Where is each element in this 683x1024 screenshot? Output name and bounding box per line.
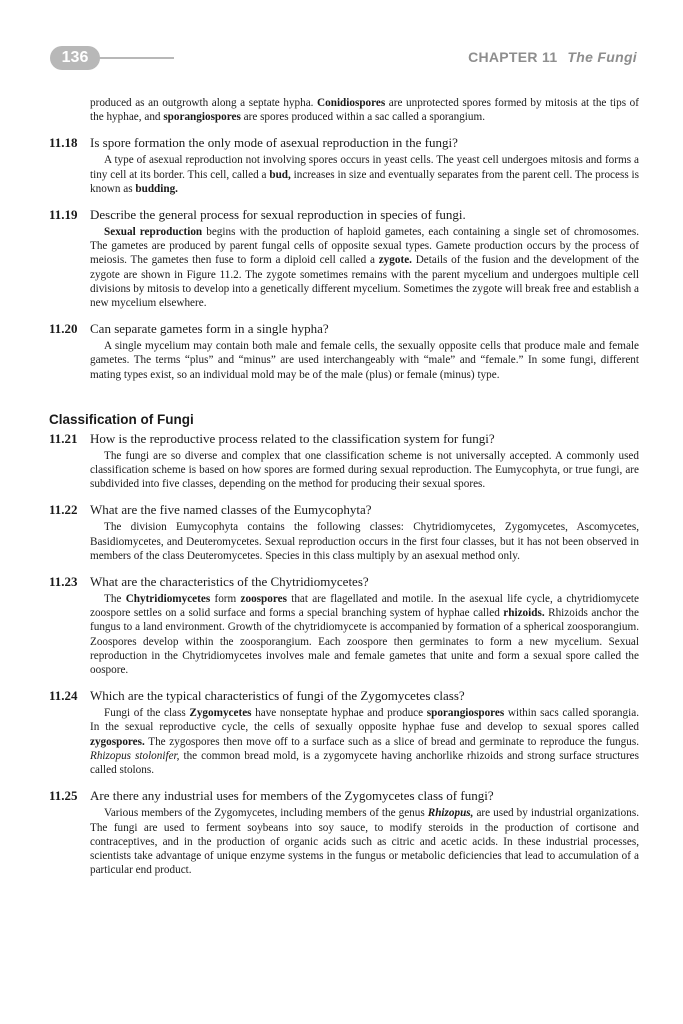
page-content (49, 96, 639, 877)
qa-11-23 (49, 574, 639, 677)
question (49, 788, 639, 804)
qa-11-20 (49, 321, 639, 382)
term-budding: budding. (135, 182, 178, 195)
genus-name: Rhizopus, (427, 807, 474, 820)
term-sporangiospores: sporangiospores (426, 707, 505, 720)
answer (90, 153, 639, 196)
question-text: How is the reproductive process related to the classification system for fungi? (90, 430, 495, 446)
question-text: What are the characteristics of the Chytridiomycetes? (90, 574, 369, 590)
qa-11-19 (49, 207, 639, 310)
term-zygomycetes: Zygomycetes (189, 707, 252, 720)
text-span: Fungi of the class (104, 707, 190, 720)
question-number: 11.23 (49, 574, 78, 590)
section-title: Classification of Fungi (49, 411, 194, 427)
term-zygote: zygote. (378, 254, 412, 267)
question-number: 11.21 (49, 430, 78, 446)
question-number: 11.24 (49, 688, 78, 704)
question (49, 207, 639, 223)
species-name: Rhizopus stolonifer, (90, 749, 180, 762)
question (49, 502, 639, 518)
text-span: are used by industrial organizations. The fungi are used to ferment soybeans into soy sauce, to modify steroids in the production of cortisone and contraceptives, and in the production of organic acids such as citric and acetic acids. In these industrial processes, scientists take advantage of unique enzyme systems in the fungus or metabolic deficiencies that lead to accumulation of a particular end product. (90, 807, 639, 877)
question-number: 11.19 (49, 207, 78, 223)
text-span: increases in size and eventually separates from the parent cell. The process is known as (90, 168, 639, 195)
text-span: are unprotected spores formed by mitosis at the tips of the hyphae, and (90, 97, 639, 124)
question-number: 11.22 (49, 502, 78, 518)
qa-11-24 (49, 688, 639, 777)
question (49, 135, 639, 151)
qa-11-22 (49, 502, 639, 563)
term-bud: bud, (269, 168, 291, 181)
text-span: The (104, 593, 126, 606)
qa-11-25 (49, 788, 639, 877)
question (49, 574, 639, 590)
page-header (0, 46, 683, 72)
question-number: 11.25 (49, 788, 78, 804)
text-span: are spores produced within a sac called a sporangium. (240, 111, 486, 124)
qa-11-18 (49, 135, 639, 196)
term-sexual-reproduction: Sexual reproduction (104, 226, 203, 239)
text-span: begins with the production of haploid gametes, each containing a single set of chromosomes. The gametes are produced by parent fungal cells of opposite sexual types. Gamete production occurs by the process of meiosis. The gametes then fuse to form a diploid cell called a (90, 226, 639, 267)
text-span: that are flagellated and motile. In the asexual life cycle, a chytridiomycete zoospore settles on a solid surface and forms a special branching system of hyphae called (90, 593, 640, 620)
answer (90, 806, 639, 877)
text-span: The zygospores then move off to a surface such as a slice of bread and germinate to reproduce the fungus. (144, 735, 639, 748)
text-span: form (210, 593, 241, 606)
text-span: Rhizoids anchor the fungus to a land environment. Growth of the chytridiomycete is accompanied by formation of a spherical zoosporangium. Zoospores develop within the zoosporangium. Each zoospore then germinates to form a new mycelium. Sexual reproduction in the Chytridiomycetes involves male and female gametes that unite and form a sexual spore called the oospore. (90, 607, 639, 677)
answer (90, 706, 639, 777)
text-span: Various members of the Zygomycetes, including members of the genus (104, 807, 428, 820)
text-span: have nonseptate hyphae and produce (251, 707, 427, 720)
chapter-label: CHAPTER 11 (468, 49, 558, 65)
question-number: 11.20 (49, 321, 78, 337)
intro-paragraph (90, 96, 639, 124)
question-number: 11.18 (49, 135, 78, 151)
page-number-badge: 136 (50, 46, 100, 70)
question-text: Can separate gametes form in a single hypha? (90, 321, 329, 337)
chapter-title: The Fungi (567, 49, 637, 65)
question-text: Are there any industrial uses for members of the Zygomycetes class of fungi? (90, 788, 494, 804)
text-span: Details of the fusion and the development of the zygote are shown in Figure 11.2. The zygote sometimes remains with the parent mycelium and undergoes multiple cell divisions by mitosis to develop into a genetically different mycelium. Sometimes the zygote will break free and establish a new mycelium elsewhere. (90, 254, 639, 310)
term-chytridiomycetes: Chytridiomycetes (125, 593, 211, 606)
text-span: A type of asexual reproduction not involving spores occurs in yeast cells. The yeast cell undergoes mitosis and forms a tiny cell at its border. This cell, called a (90, 154, 639, 181)
question-text: Is spore formation the only mode of asexual reproduction in the fungi? (90, 135, 458, 151)
qa-11-21 (49, 431, 639, 492)
answer: The fungi are so diverse and complex that one classification scheme is not universally accepted. A commonly used classification scheme is based on how spores are formed during sexual reproduction. The Eumycophyta, or true fungi, are subdivided into five classes, depending on the method for producing their sexual spores. (90, 449, 639, 491)
term-zoospores: zoospores (240, 593, 287, 606)
text-span: the common bread mold, is a zygomycete having anchorlike rhizoids and strong surface structures called stolons. (90, 749, 639, 777)
question (49, 321, 639, 337)
text-span: within sacs called sporangia. In the sexual reproductive cycle, the cells of sexually opposite hyphae fuse and develop to sexual spores called (90, 707, 639, 734)
answer (90, 225, 639, 310)
text-span: produced as an outgrowth along a septate hypha. (90, 97, 318, 109)
answer: A single mycelium may contain both male and female cells, the sexually opposite cells that produce male and female gametes. The terms “plus” and “minus” are used interchangeably with “male” and “female.” In some fungi, different mating types exist, so an individual mold may be of the male (plus) or female (minus) type. (90, 340, 639, 381)
header-rule (96, 57, 174, 59)
answer (90, 592, 639, 677)
question-text: Which are the typical characteristics of fungi of the Zygomycetes class? (90, 688, 465, 704)
question-text: What are the five named classes of the Eumycophyta? (90, 502, 372, 518)
question (49, 688, 639, 704)
answer: The division Eumycophyta contains the following classes: Chytridiomycetes, Zygomycetes, Ascomycetes, Basidiomycetes, and Deuteromycetes. Sexual reproduction occurs in the first four classes, but it has not been observed in members of the class Deuteromycetes. Species in this class multiply by an asexual method only. (90, 521, 639, 562)
chapter-heading (468, 49, 637, 65)
term-rhizoids: rhizoids. (503, 607, 545, 620)
question (49, 431, 639, 447)
question-text: Describe the general process for sexual reproduction in species of fungi. (90, 207, 466, 223)
term-sporangiospores: sporangiospores (163, 111, 241, 124)
term-conidiospores: Conidiospores (317, 97, 386, 109)
term-zygospores: zygospores. (90, 735, 145, 748)
